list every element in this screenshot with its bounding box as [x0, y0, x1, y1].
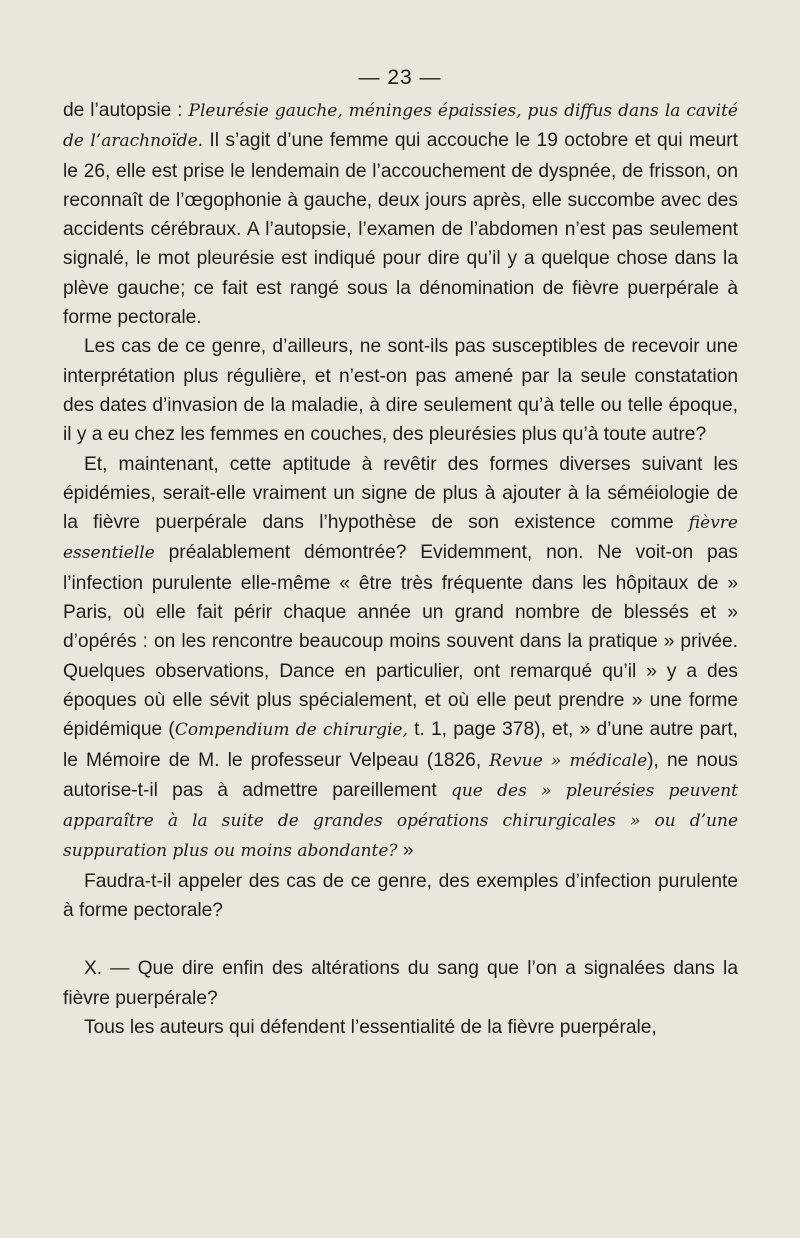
- paragraph-authors: Tous les auteurs qui défendent l’essentialité de la fièvre puerpérale,: [84, 1016, 657, 1038]
- text-run: »: [397, 840, 414, 862]
- body-text: [63, 96, 738, 1042]
- italic-run: que des » pleurésies peuvent apparaître à la suite de grandes opérations chirurgicales » ou d’une suppuration plus ou moins abondante?: [63, 780, 738, 862]
- paragraph-autopsy: [63, 96, 738, 332]
- text-run: ), ne nous autorise-t-il pas à admettre pareillement: [63, 749, 738, 801]
- text-run: Il s’agit d’une femme qui accouche le 19 octobre et qui meurt le 26, elle est prise le lendemain de l’accouchement de dyspnée, de frisson, on reconnaît de l’œgophonie à gauche, deux jours après, elle succombe avec des accidents cérébraux. A l’autopsie, l’examen de l’abdomen n’est pas seulement signalé, le mot pleurésie est indiqué pour dire qu’il y a quelque chose dans la plève gauche; ce fait est rangé sous la dénomination de fièvre puerpérale à forme pectorale.: [63, 130, 738, 329]
- text-run: t. 1, page 378), et, » d’une autre part, le Mémoire de M. le professeur Velpeau (1826,: [63, 719, 738, 771]
- italic-run: fièvre essentielle: [63, 513, 738, 564]
- text-run: Et, maintenant, cette aptitude à revêtir des formes diverses suivant les épidémies, serait-elle vraiment un signe de plus à ajouter à la séméiologie de la fièvre puerpérale dans l’hypothèse de son existence comme: [63, 453, 738, 534]
- italic-run: Revue » médicale: [489, 750, 648, 771]
- paragraph-interpretation: Les cas de ce genre, d’ailleurs, ne sont-ils pas susceptibles de recevoir une interprétation plus régulière, et n’est-on pas amené par la seule constatation des dates d’invasion de la maladie, à dire seulement qu’à telle ou telle époque, il y a eu chez les femmes en couches, des pleurésies plus qu’à toute autre?: [63, 336, 738, 446]
- italic-run: Compendium de chirurgie,: [174, 720, 408, 741]
- paragraph-section-x: X. — Que dire enfin des altérations du sang que l’on a signalées dans la fièvre puerpérale?: [63, 958, 738, 1009]
- section-gap: [63, 925, 738, 954]
- text-run: de l’autopsie :: [63, 100, 189, 121]
- paragraph-question: Faudra-t-il appeler des cas de ce genre, des exemples d’infection purulente à forme pectorale?: [63, 870, 738, 922]
- page-number: — 23 —: [358, 66, 442, 89]
- text-run: préalablement démontrée? Evidemment, non. Ne voit-on pas l’infection purulente elle-même « être très fréquente dans les hôpitaux de » Paris, où elle fait périr chaque année un grand nombre de blessés et » d’opérés : on les rencontre beaucoup moins souvent dans la pratique » privée. Quelques observations, Dance en particulier, ont remarqué qu’il » y a des époques où elle sévit plus spécialement, et où elle peut prendre » une forme épidémique (: [63, 542, 738, 741]
- italic-run: Pleurésie gauche, méninges épaissies, pus diffus dans la cavité de l’arachnoïde.: [63, 101, 738, 152]
- paragraph-epidemics: [63, 450, 738, 867]
